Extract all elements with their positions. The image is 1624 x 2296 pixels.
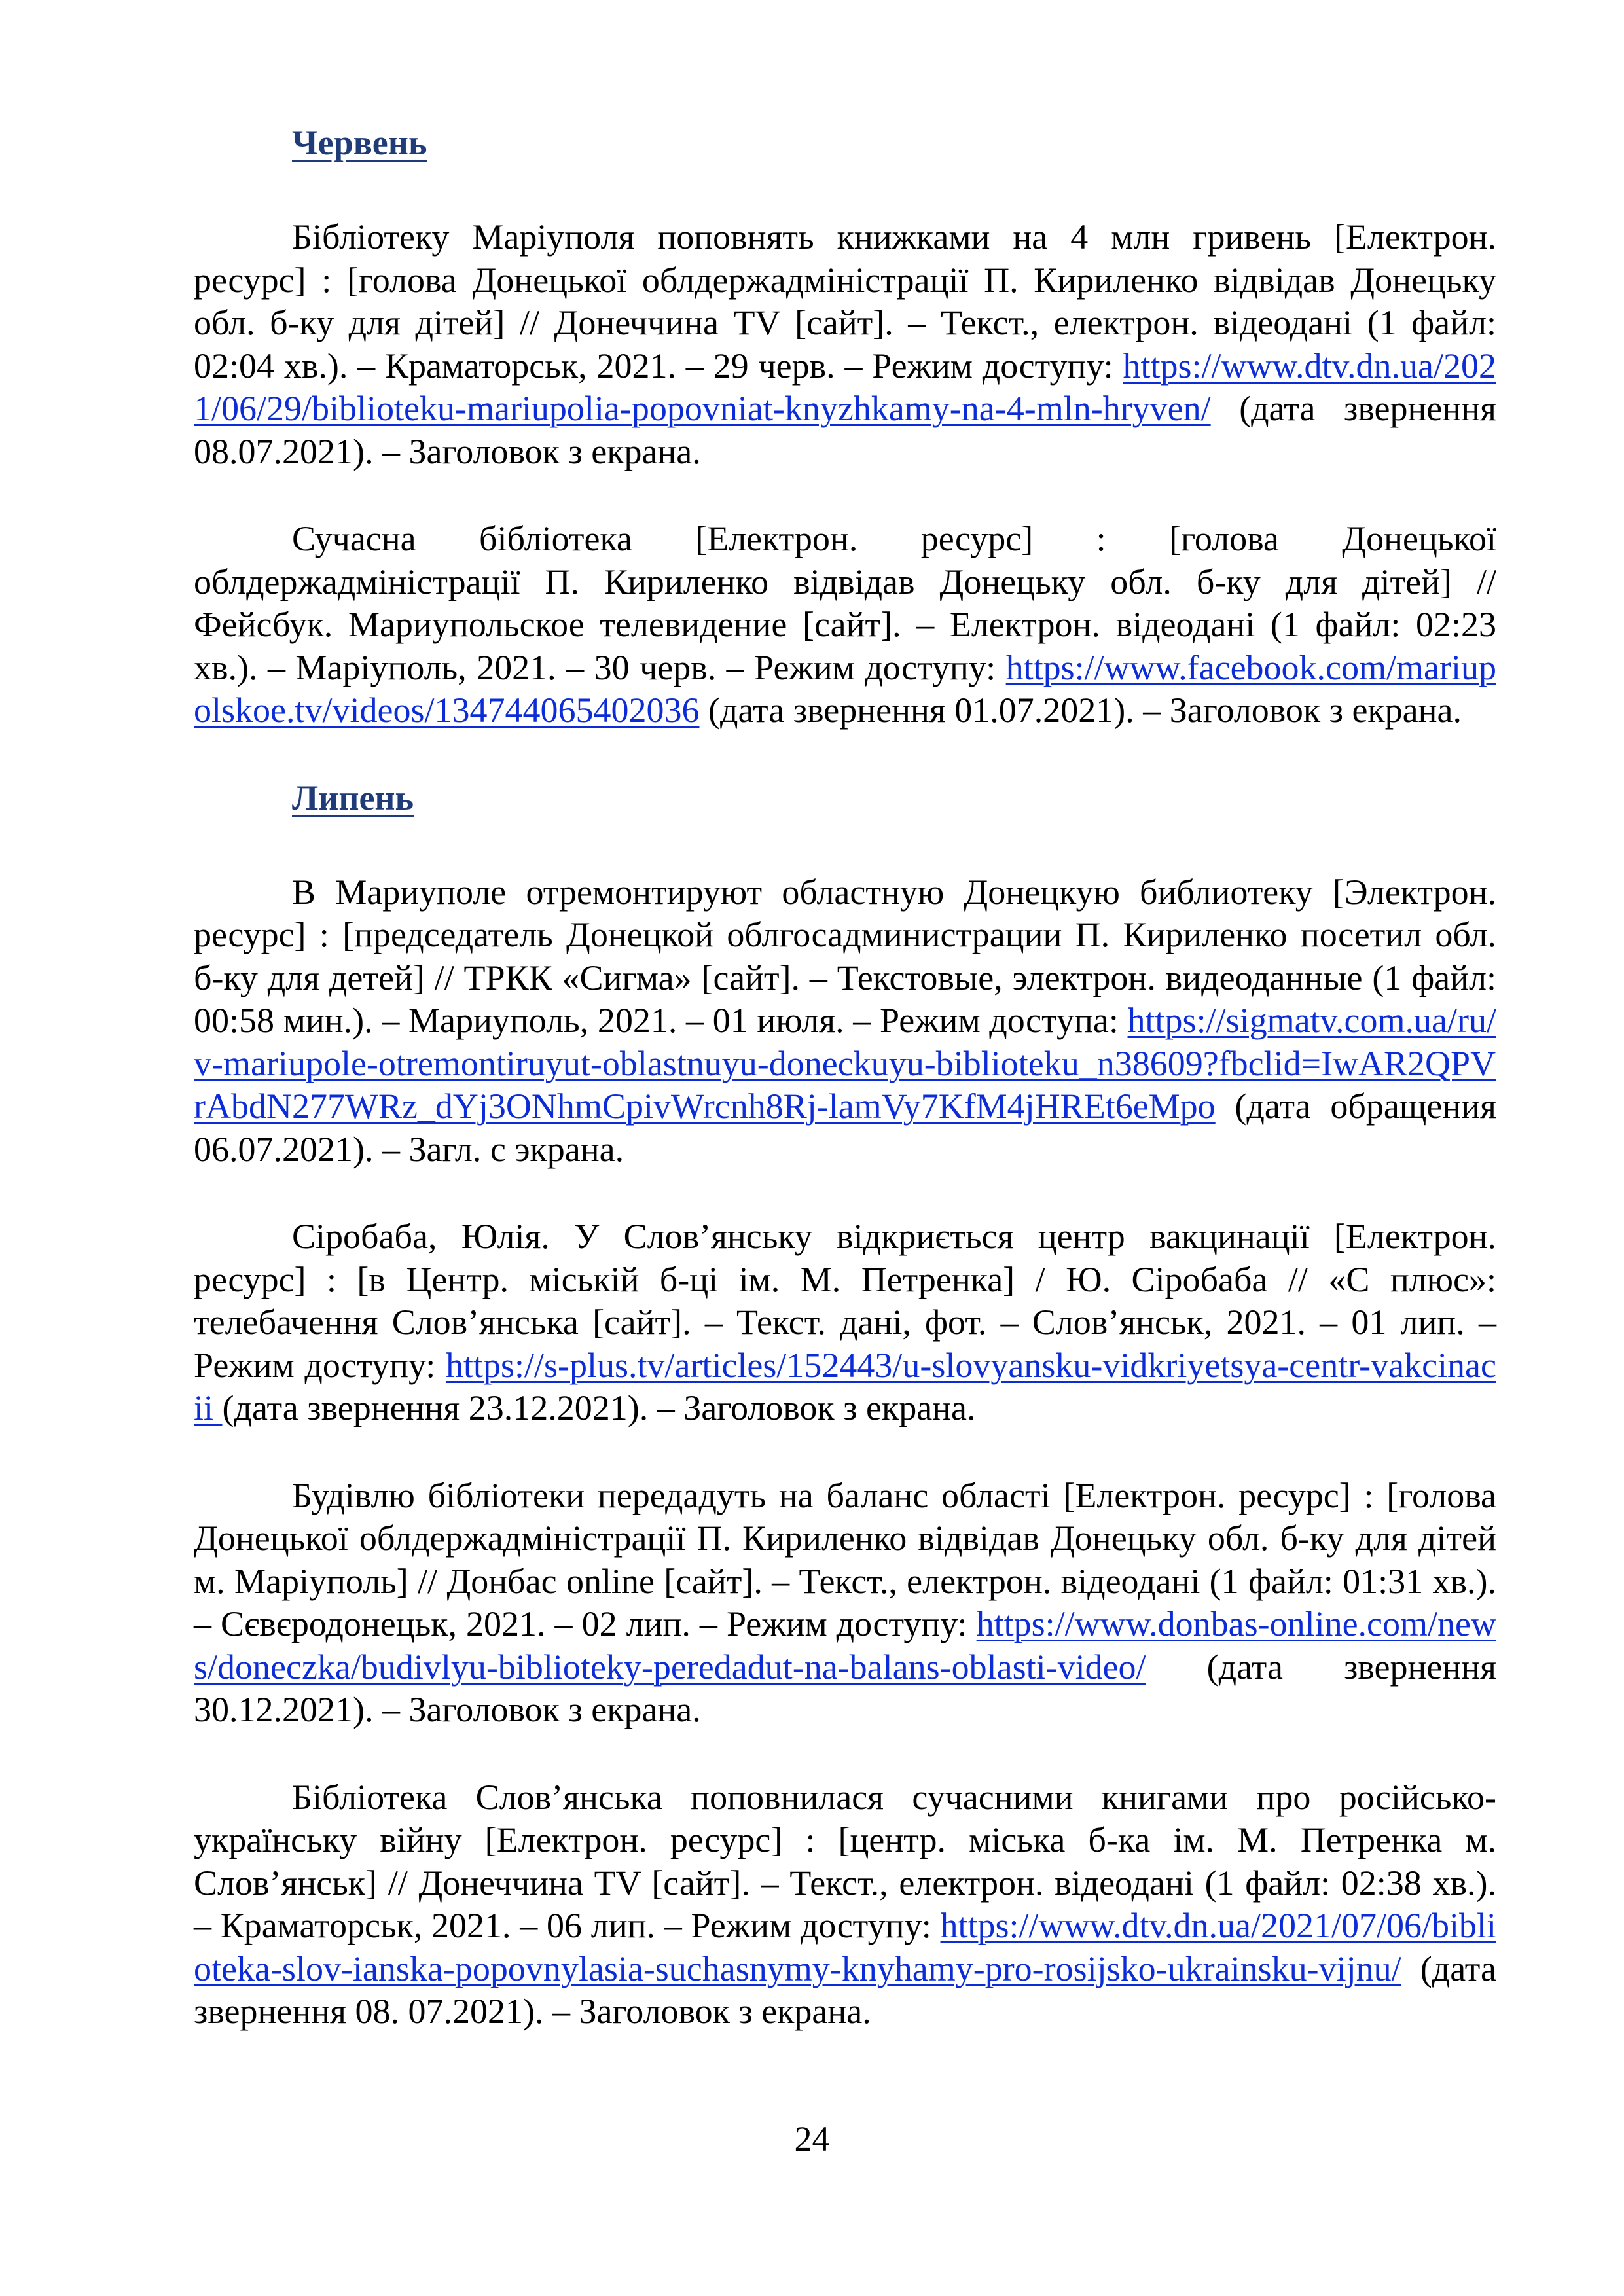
section-heading-june — [292, 122, 1496, 164]
entry-link[interactable]: https://www.dtv.dn.ua/2021/07/06/biblioteka-slov-ianska-popovnylasia-suchasnymy-knyhamy-pro-rosijsko-ukrainsku-vijnu/ — [194, 1906, 1496, 1988]
entry-link[interactable]: https://sigmatv.com.ua/ru/v-mariupole-otremontiruyut-oblastnuyu-doneckuyu-biblioteku_n38609?fbclid=IwAR2QPVrAbdN277WRz_dYj3ONhmCpivWrcnh8Rj-lamVy7KfM4jHREt6eMpo — [194, 1001, 1496, 1126]
bibliography-entry — [194, 1776, 1496, 2034]
entry-text-after: (дата звернення 23.12.2021). – Заголовок з екрана. — [222, 1388, 976, 1427]
page-number: 24 — [794, 2119, 830, 2159]
entry-link[interactable]: https://www.facebook.com/mariupolskoe.tv/videos/134744065402036 — [194, 647, 1496, 730]
bibliography-entry — [194, 216, 1496, 473]
section-heading-july — [292, 777, 1496, 819]
entry-text-before: Будівлю бібліотеки передадуть на баланс області [Електрон. ресурс] : [голова Донецької облдержадміністрації П. Кириленко відвідав Донецьку обл. б-ку для дітей м. Маріуполь] // Донбас online [сайт]. – Текст., електрон. відеодані (1 файл: 01:31 хв.). – Сєвєродонецьк, 2021. – 02 лип. – Режим доступу: — [194, 1475, 1496, 1643]
entry-text-after: (дата обращения 06.07.2021). – Загл. с экрана. — [194, 1086, 1496, 1169]
entry-text-before: Сіробаба, Юлія. У Слов’янську відкриється центр вакцинації [Електрон. ресурс] : [в Центр. міській б-ці ім. М. Петренка] / Ю. Сіробаба // «С плюс»: телебачення Слов’янська [сайт]. – Текст. дані, фот. – Слов’янськ, 2021. – 01 лип. – Режим доступу: — [194, 1217, 1496, 1385]
entry-text-after: (дата звернення 30.12.2021). – Заголовок з екрана. — [194, 1647, 1496, 1729]
document-page — [194, 122, 1496, 2078]
bibliography-entry — [194, 1475, 1496, 1732]
entry-text-after: (дата звернення 08. 07.2021). – Заголовок з екрана. — [194, 1948, 1496, 2031]
entry-text-before: Сучасна бібліотека [Електрон. ресурс] : [голова Донецької облдержадміністрації П. Кириленко відвідав Донецьку обл. б-ку для дітей] // Фейсбук. Мариупольское телевидение [сайт]. – Електрон. відеодані (1 файл: 02:23 хв.). – Маріуполь, 2021. – 30 черв. – Режим доступу: — [194, 519, 1496, 687]
entry-text-after: (дата звернення 01.07.2021). – Заголовок з екрана. — [699, 691, 1462, 730]
entry-text-before: Бібліотека Слов’янська поповнилася сучасними книгами про російсько-українську війну [Електрон. ресурс] : [центр. міська б-ка ім. М. Петренка м. Слов’янськ] // Донеччина TV [сайт]. – Текст., електрон. відеодані (1 файл: 02:38 хв.). – Краматорськ, 2021. – 06 лип. – Режим доступу: — [194, 1777, 1496, 1945]
entry-link[interactable]: https://www.donbas-online.com/news/doneczka/budivlyu-biblioteky-peredadut-na-balans-oblasti-video/ — [194, 1604, 1496, 1687]
entry-link[interactable]: https://www.dtv.dn.ua/2021/06/29/biblioteku-mariupolia-popovniat-knyzhkamy-na-4-mln-hryven/ — [194, 346, 1496, 428]
entry-text-after: (дата звернення 08.07.2021). – Заголовок з екрана. — [194, 389, 1496, 471]
entry-text-before: Бібліотеку Маріуполя поповнять книжками на 4 млн гривень [Електрон. ресурс] : [голова Донецької облдержадміністрації П. Кириленко відвідав Донецьку обл. б-ку для дітей] // Донеччина TV [сайт]. – Текст., електрон. відеодані (1 файл: 02:04 хв.). – Краматорськ, 2021. – 29 черв. – Режим доступу: — [194, 217, 1496, 386]
section-heading-july-label: Липень — [292, 778, 414, 817]
entry-text-before: В Мариуполе отремонтируют областную Донецкую библиотеку [Электрон. ресурс] : [председатель Донецкой облгосадминистрации П. Кириленко посетил обл. б-ку для детей] // ТРКК «Сигма» [сайт]. – Текстовые, электрон. видеоданные (1 файл: 00:58 мин.). – Мариуполь, 2021. – 01 июля. – Режим доступа: — [194, 872, 1496, 1040]
entry-link[interactable]: https://s-plus.tv/articles/152443/u-slovyansku-vidkriyetsya-centr-vakcinacii — [194, 1345, 1496, 1427]
bibliography-entry — [194, 871, 1496, 1172]
section-heading-june-label: Червень — [292, 123, 427, 162]
bibliography-entry — [194, 518, 1496, 732]
bibliography-entry — [194, 1215, 1496, 1430]
